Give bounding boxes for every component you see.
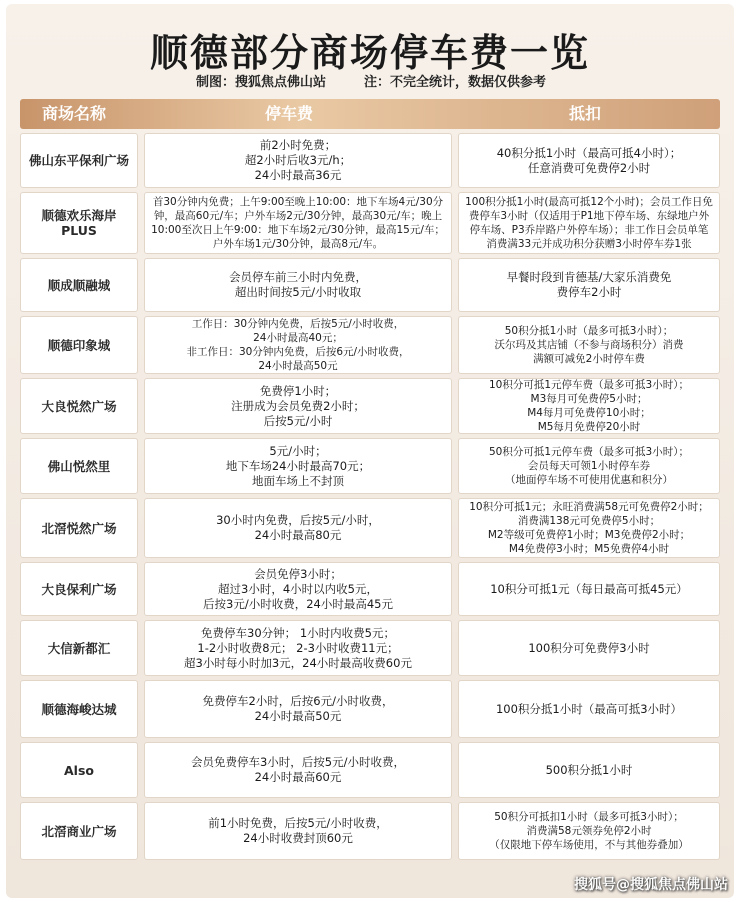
mall-name: 顺德海峻达城: [20, 680, 138, 738]
parking-fee: 会员免费停车3小时，后按5元/小时收费， 24小时最高60元: [144, 742, 452, 798]
deduction-rule: 100积分抵1小时（最高可抵3小时）: [458, 680, 720, 738]
mall-name: 北滘悦然广场: [20, 498, 138, 558]
deduction-rule: 100积分可免费停3小时: [458, 620, 720, 676]
table-row: [20, 498, 720, 562]
table-row: [20, 802, 720, 864]
header-deduction: 抵扣: [568, 104, 601, 123]
mall-name: 顺德印象城: [20, 316, 138, 374]
mall-name: 北滘商业广场: [20, 802, 138, 860]
parking-fee: 首30分钟内免费；上午9:00至晚上10:00：地下车场4元/30分钟，最高60元/车；户外车场2元/30分钟，最高30元/车；晚上10:00至次日上午9:00：地下车场2元/30分钟，最高15元/车；户外车场1元/30分钟，最高8元/车。: [144, 192, 452, 254]
table-row: [20, 316, 720, 378]
header-mall-name: 商场名称: [41, 104, 106, 123]
deduction-rule: 50积分可抵扣1小时（最多可抵3小时）； 消费满58元领券免停2小时 （仅限地下停车场使用，不与其他券叠加）: [458, 802, 720, 860]
deduction-rule: 50积分抵1小时（最多可抵3小时）； 沃尔玛及其店铺（不参与商场积分）消费 满额可减免2小时停车费: [458, 316, 720, 374]
table-row: [20, 438, 720, 498]
mall-name: Also: [20, 742, 138, 798]
mall-name: 大良保利广场: [20, 562, 138, 616]
parking-fee: 5元/小时； 地下车场24小时最高70元； 地面车场上不封顶: [144, 438, 452, 494]
mall-name: 顺成顺融城: [20, 258, 138, 312]
deduction-rule: 早餐时段到肯德基/大家乐消费免 费停车2小时: [458, 258, 720, 312]
table-row: [20, 742, 720, 802]
parking-fee: 前1小时免费，后按5元/小时收费， 24小时收费封顶60元: [144, 802, 452, 860]
credit-text: 制图：搜狐焦点佛山站: [196, 75, 327, 90]
parking-fee: 免费停车30分钟； 1小时内收费5元； 1-2小时收费8元； 2-3小时收费11元； 超3小时每小时加3元，24小时最高收费60元: [144, 620, 452, 676]
deduction-rule: 500积分抵1小时: [458, 742, 720, 798]
parking-fee: 免费停1小时； 注册成为会员免费2小时； 后按5元/小时: [144, 378, 452, 434]
table-row: [20, 192, 720, 258]
table-row: [20, 562, 720, 620]
source-watermark: 搜狐号@搜狐焦点佛山站: [574, 877, 728, 893]
header-parking-fee: 停车费: [264, 104, 313, 123]
mall-name: 佛山悦然里: [20, 438, 138, 494]
table-header: [20, 99, 720, 129]
parking-fee: 工作日：30分钟内免费，后按5元/小时收费， 24小时最高40元； 非工作日：30分钟内免费，后按6元/小时收费， 24小时最高50元: [144, 316, 452, 374]
table-row: [20, 620, 720, 680]
parking-fee: 会员免停3小时； 超过3小时，4小时以内收5元， 后按3元/小时收费，24小时最高45元: [144, 562, 452, 616]
parking-fee: 30小时内免费，后按5元/小时， 24小时最高80元: [144, 498, 452, 558]
table-row: [20, 378, 720, 438]
disclaimer-note: 注：不完全统计，数据仅供参考: [364, 75, 547, 90]
mall-name: 顺德欢乐海岸PLUS: [20, 192, 138, 254]
deduction-rule: 50积分可抵1元停车费（最多可抵3小时）； 会员每天可领1小时停车券 （地面停车场不可使用优惠和积分）: [458, 438, 720, 494]
table-row: [20, 680, 720, 742]
parking-fee: 会员停车前三小时内免费， 超出时间按5元/小时收取: [144, 258, 452, 312]
deduction-rule: 10积分可抵1元（每日最高可抵45元）: [458, 562, 720, 616]
parking-fee: 免费停车2小时，后按6元/小时收费， 24小时最高50元: [144, 680, 452, 738]
deduction-rule: 40积分抵1小时（最高可抵4小时）； 任意消费可免费停2小时: [458, 133, 720, 188]
table-row: [20, 133, 720, 192]
mall-name: 大信新都汇: [20, 620, 138, 676]
parking-fee: 前2小时免费； 超2小时后收3元/h； 24小时最高36元: [144, 133, 452, 188]
deduction-rule: 10积分可抵1元停车费（最多可抵3小时）； M3每月可免费停5小时； M4每月可免费停10小时； M5每月免费停20小时: [458, 378, 720, 434]
deduction-rule: 100积分抵1小时(最高可抵12个小时)；会员工作日免费停车3小时（仅适用于P1地下停车场、东绿地户外停车场、P3乔岸路户外停车场）；非工作日会员单笔消费满33元并成功积分获赠3小时停车券1张: [458, 192, 720, 254]
table-row: [20, 258, 720, 316]
mall-name: 大良悦然广场: [20, 378, 138, 434]
deduction-rule: 10积分可抵1元；永旺消费满58元可免费停2小时；消费满138元可免费停5小时； M2等级可免费停1小时；M3免费停2小时； M4免费停3小时；M5免费停4小时: [458, 498, 720, 558]
mall-name: 佛山东平保利广场: [20, 133, 138, 188]
page-title: 顺德部分商场停车费一览: [149, 31, 590, 75]
